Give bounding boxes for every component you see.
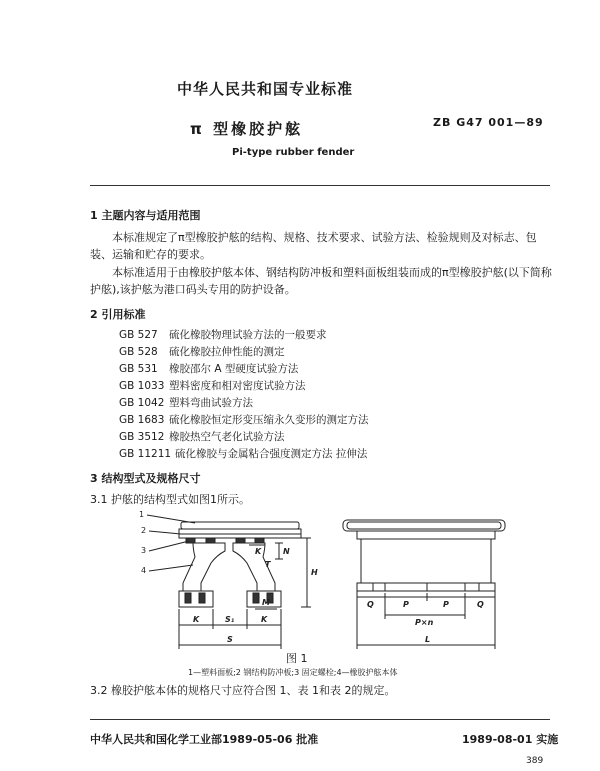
figure-1-caption: 图 1 <box>286 652 308 665</box>
callout-leader-3 <box>149 541 189 551</box>
dim-H: H <box>311 568 318 577</box>
dim-S: S <box>227 635 233 644</box>
reference-item: GB 531 橡胶邵尔 A 型硬度试验方法 <box>119 363 299 375</box>
dim-T: T <box>265 560 271 569</box>
reference-item: GB 1683 硫化橡胶恒定形变压缩永久变形的测定方法 <box>119 414 369 426</box>
dim-S1: S₁ <box>225 615 235 624</box>
plastic-face-plate <box>181 522 299 529</box>
dim-Q-left: Q <box>367 600 374 609</box>
section-3-1-text: 3.1 护舷的结构型式如图1所示。 <box>90 493 250 506</box>
base-flange-left <box>179 591 213 607</box>
front-view-base <box>357 583 495 591</box>
section-1-paragraph-2: 本标准适用于由橡胶护舷本体、钢结构防冲板和塑料面板组装而成的π型橡胶护舷(以下简称护舷),该护舷为港口码头专用的防护设备。 <box>90 266 552 296</box>
front-view-rubber-body <box>361 539 491 583</box>
dim-K-left: K <box>193 615 200 624</box>
reference-item: GB 1033 塑料密度和相对密度试验方法 <box>119 380 306 392</box>
page-number: 389 <box>526 756 544 766</box>
dim-N: N <box>283 547 290 556</box>
callout-1: 1 <box>139 510 145 519</box>
header-rule <box>90 185 550 186</box>
dim-P-1: P <box>403 600 409 609</box>
callout-4: 4 <box>141 566 147 575</box>
effective-date: 1989-08-01 实施 <box>462 733 559 746</box>
footer-rule <box>90 719 550 720</box>
dim-Q-right: Q <box>477 600 484 609</box>
dim-L: L <box>425 635 431 644</box>
document-title-english: Pi-type rubber fender <box>232 147 355 158</box>
reference-item: GB 527 硫化橡胶物理试验方法的一般要求 <box>119 329 327 341</box>
approval-note: 中华人民共和国化学工业部1989-05-06 批准 <box>90 733 319 746</box>
reference-item: GB 528 硫化橡胶拉伸性能的测定 <box>119 346 285 358</box>
standard-body: 中华人民共和国专业标准 <box>176 80 353 98</box>
standard-number: ZB G47 001—89 <box>433 116 544 129</box>
callout-leader-4 <box>149 565 193 571</box>
section-1-paragraph-1: 本标准规定了π型橡胶护舷的结构、规格、技术要求、试验方法、检验规则及对标志、包装、运输和贮存的要求。 <box>90 231 537 261</box>
dim-P-2: P <box>443 600 449 609</box>
front-view-steel-plate <box>357 531 495 539</box>
figure-1-drawing <box>135 505 515 655</box>
reference-item: GB 3512 橡胶热空气老化试验方法 <box>119 431 285 443</box>
section-3-2-text: 3.2 橡胶护舷本体的规格尺寸应符合图 1、表 1和表 2的规定。 <box>90 684 396 697</box>
dim-P-times-n: P×n <box>415 618 434 627</box>
section-2-heading: 2 引用标准 <box>90 308 146 321</box>
dim-K-right: K <box>261 615 268 624</box>
dim-K-top: K <box>255 547 262 556</box>
callout-2: 2 <box>141 526 147 535</box>
section-1-heading: 1 主题内容与适用范围 <box>90 209 201 222</box>
document-title: π 型橡胶护舷 <box>190 120 304 138</box>
dim-M: M <box>262 598 270 607</box>
section-3-heading: 3 结构型式及规格尺寸 <box>90 472 201 485</box>
callout-leader-2 <box>149 531 181 534</box>
figure-1-legend: 1—塑料面板;2 钢结构防冲板;3 固定螺栓;4—橡胶护舷本体 <box>188 668 398 677</box>
callout-3: 3 <box>141 546 147 555</box>
rubber-body-left-leg <box>183 543 225 591</box>
reference-item: GB 1042 塑料弯曲试验方法 <box>119 397 253 409</box>
reference-item: GB 11211 硫化橡胶与金属粘合强度测定方法 拉伸法 <box>119 448 368 460</box>
callout-leader-1 <box>147 515 195 523</box>
